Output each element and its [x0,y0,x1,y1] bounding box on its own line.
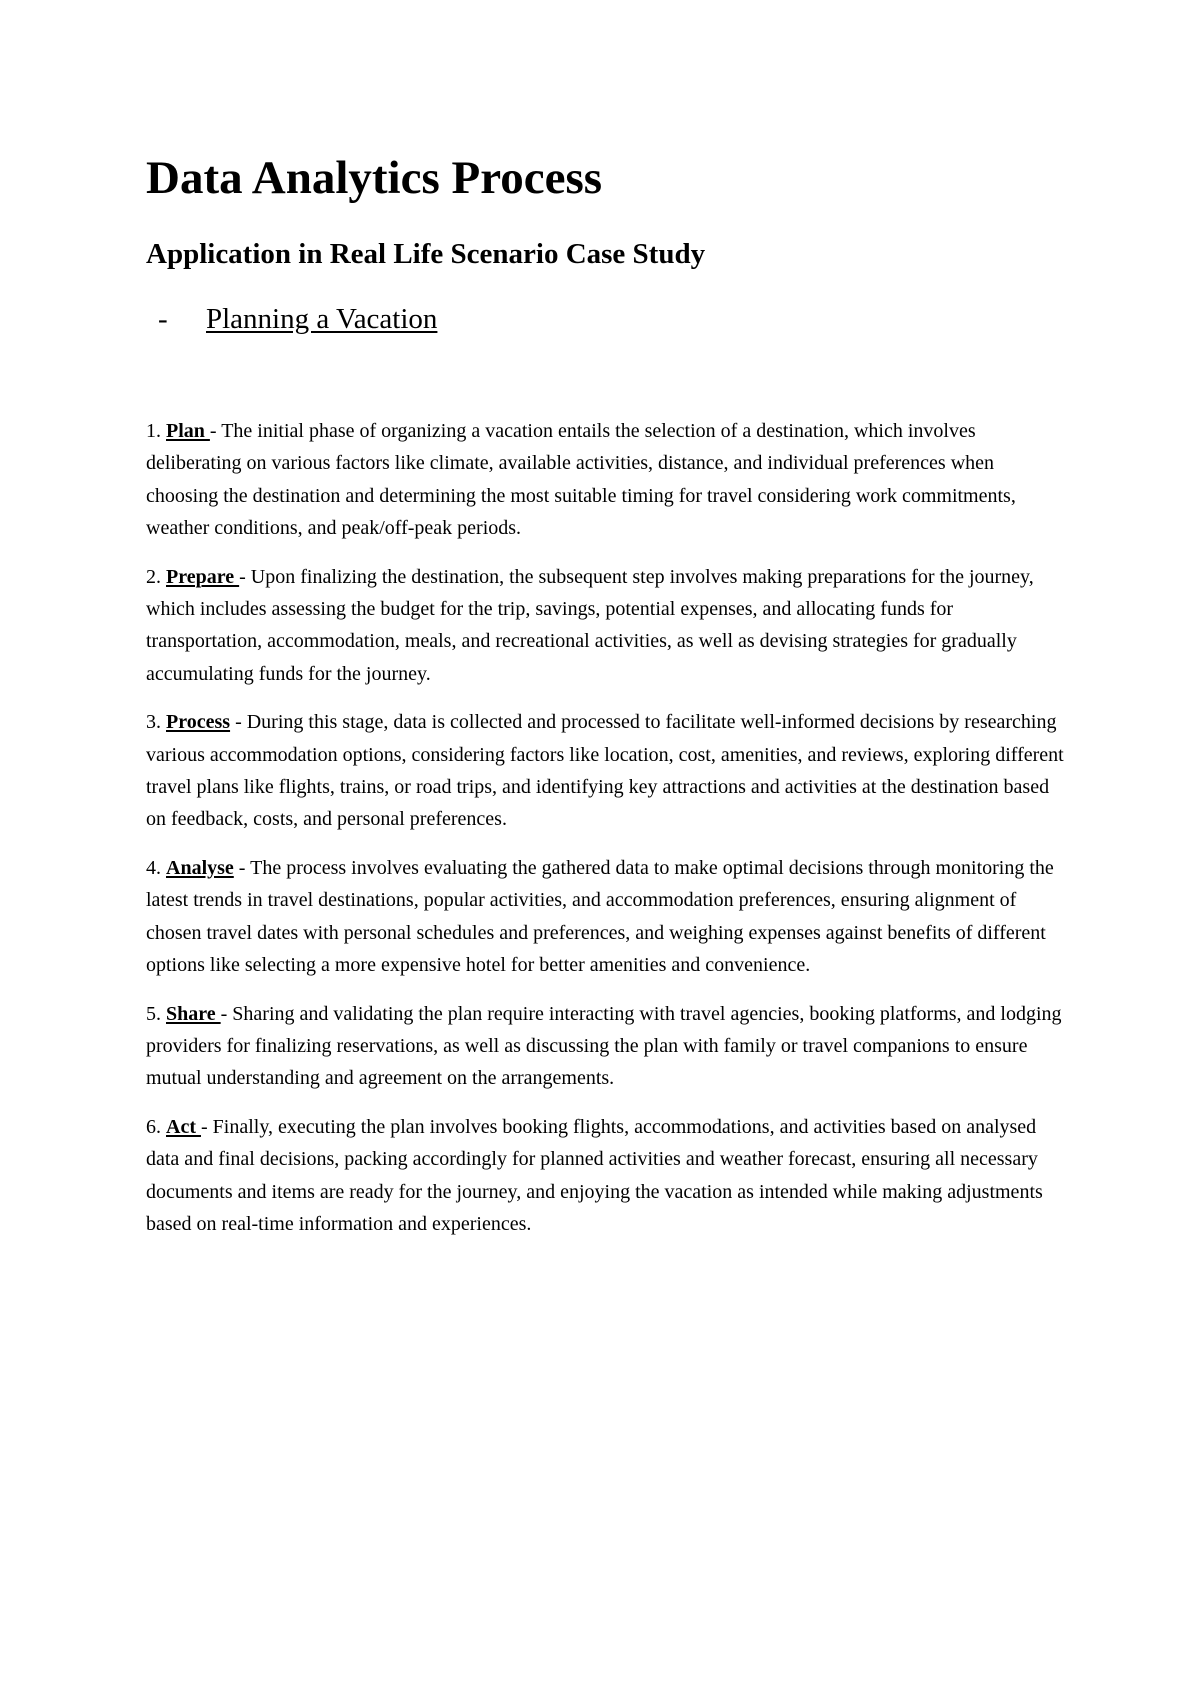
document-title: Data Analytics Process [146,152,603,204]
step-analyse [146,852,1064,982]
step-act [146,1111,1064,1241]
document-subtitle: Application in Real Life Scenario Case Study [146,238,706,270]
step-term: Share [166,1002,221,1025]
step-text: - The process involves evaluating the gathered data to make optimal decisions through monitoring the latest trends in travel destinations, popular activities, and accommodation preferences, ensuring alignment of chosen travel dates with personal schedules and preferences, and weighing expenses against benefits of different options like selecting a more expensive hotel for better amenities and convenience. [146,856,1054,977]
step-text: - The initial phase of organizing a vacation entails the selection of a destination, which involves deliberating on various factors like climate, available activities, distance, and individual preferences when choosing the destination and determining the most suitable timing for travel considering work commitments, weather conditions, and peak/off-peak periods. [146,420,1016,540]
step-number: 3. [146,711,161,734]
steps-list [146,415,1064,1256]
step-number: 4. [146,856,161,879]
topic-bullet [158,300,437,338]
step-term: Analyse [166,856,234,879]
step-share [146,998,1064,1095]
topic-label: Planning a Vacation [206,303,438,335]
step-plan [146,415,1064,545]
step-term: Act [166,1115,201,1138]
step-text: - Upon finalizing the destination, the subsequent step involves making preparations for the journey, which includes assessing the budget for the trip, savings, potential expenses, and allocating funds for transportation, accommodation, meals, and recreational activities, as well as devising strategies for gradually accumulating funds for the journey. [146,565,1034,685]
step-text: - Finally, executing the plan involves booking flights, accommodations, and activities based on analysed data and final decisions, packing accordingly for planned activities and weather forecast, ensuring all necessary documents and items are ready for the journey, and enjoying the vacation as intended while making adjustments based on real-time information and experiences. [146,1115,1043,1235]
step-process [146,706,1064,836]
step-term: Plan [166,420,210,442]
step-number: 6. [146,1115,161,1138]
step-term: Process [166,711,231,734]
step-text: - Sharing and validating the plan require interacting with travel agencies, booking platforms, and lodging providers for finalizing reservations, as well as discussing the plan with family or travel companions to ensure mutual understanding and agreement on the arrangements. [146,1002,1062,1090]
step-number: 1. [146,420,161,442]
step-number: 5. [146,1002,161,1025]
bullet-dash: - [158,303,168,335]
step-text: - During this stage, data is collected and processed to facilitate well-informed decisions by researching various accommodation options, considering factors like location, cost, amenities, and reviews, exploring different travel plans like flights, trains, or road trips, and identifying key attractions and activities at the destination based on feedback, costs, and personal preferences. [146,711,1064,831]
step-prepare [146,561,1064,691]
step-term: Prepare [166,565,240,588]
step-number: 2. [146,565,161,588]
